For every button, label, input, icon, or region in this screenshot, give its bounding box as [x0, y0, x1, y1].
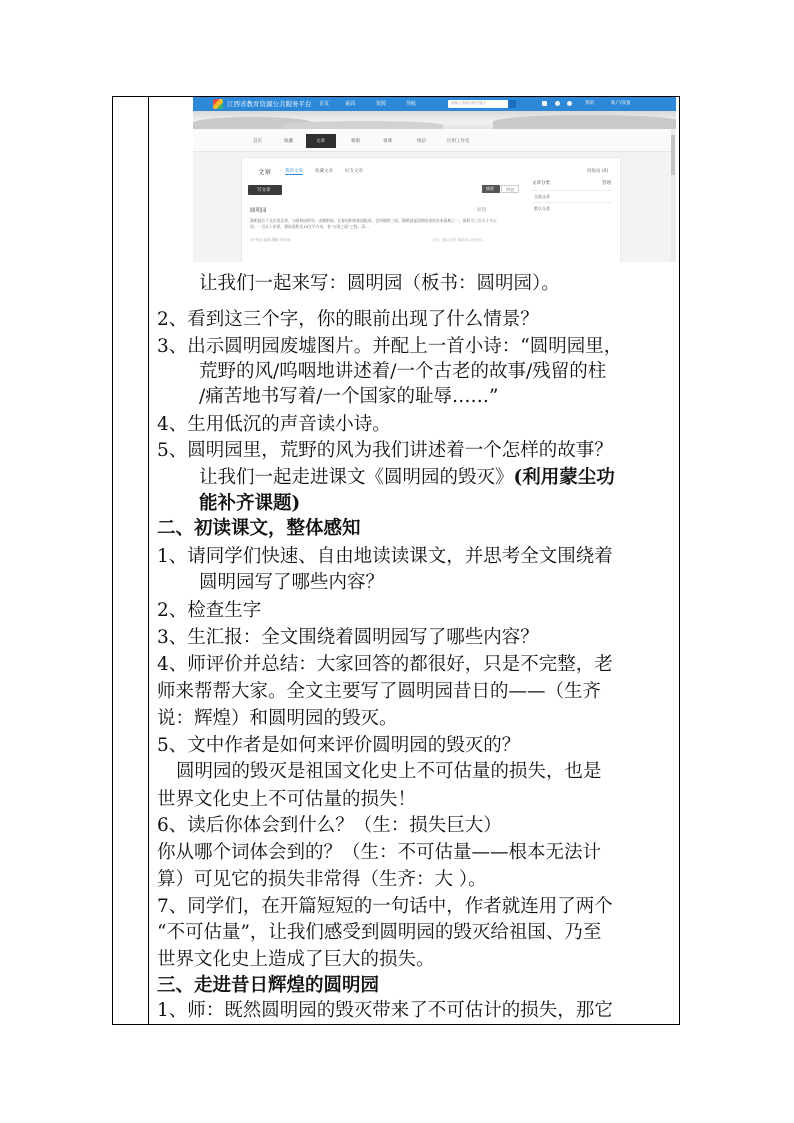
screenshot-write-button [248, 185, 282, 195]
screenshot-tab: 收藏 [284, 139, 293, 144]
screenshot-my-link: 我的 [585, 101, 594, 106]
table-border-right [679, 96, 680, 1025]
text-line: 圆明园的毁灭是祖国文化史上不可估量的损失，也是 [176, 761, 602, 782]
text-line: 世界文化史上造成了巨大的损失。 [157, 949, 435, 970]
user-icon [567, 101, 572, 106]
screenshot-banner [193, 111, 676, 129]
text-line: 7、同学们，在开篇短短的一句话中，作者就连用了两个 [157, 896, 613, 917]
screenshot-card-title: 文章 [258, 168, 271, 176]
text-line: 2、检查生字 [157, 600, 262, 621]
text-line: 世界文化史上不可估量的损失！ [157, 789, 417, 810]
text-line: 你从哪个词体会到的？（生：不可估量——根本无法计 [157, 842, 602, 863]
screenshot-nav-resources: 资源 [376, 101, 387, 107]
screenshot-category-title: 文章分类 [532, 181, 550, 186]
screenshot-subtab-mine: 我的文章 [285, 169, 303, 174]
screenshot-category-sidebar [532, 180, 612, 230]
screenshot-header-bar [193, 97, 676, 111]
mail-icon [542, 101, 547, 106]
text-line: 能补齐课题) [199, 493, 301, 514]
text-line-part: 让我们一起走进课文《圆明园的毁灭》 [199, 467, 514, 488]
screenshot-article-excerpt: 圆明园位于北京西北郊，与颐和园相邻，由圆明园、长春园和绮春园组成，也叫圆明三园。圆明园是清朝皇帝的皇家园林之一，面积为三百五十多公顷，一百五十余景，建筑面积达16万平方米，有“万园之园”之称。清… [250, 218, 497, 229]
section-heading: 二、初读课文，整体感知 [157, 518, 361, 539]
text-line: 1、师：既然圆明园的毁灭带来了不可估计的损失，那它 [157, 1000, 613, 1021]
text-line: /痛苦地书写着/一个国家的耻辱……” [199, 386, 499, 407]
text-line: 3、生汇报：全文围绕着圆明园写了哪些内容？ [157, 627, 539, 648]
text-line: 师来帮帮大家。全文主要写了圆明园昔日的——（生齐 [157, 681, 602, 702]
text-line-bold-part: (利用蒙尘功 [513, 467, 615, 488]
text-line: 荒野的风/呜咽地讲述着/一个古老的故事/残留的柱 [199, 361, 607, 382]
section-heading: 三、走进昔日辉煌的圆明园 [157, 975, 380, 996]
screenshot-tab-active [306, 134, 336, 148]
platform-logo-icon [213, 99, 223, 109]
screenshot-article-tag: 原创 [477, 208, 486, 213]
table-border-bottom [112, 1024, 680, 1025]
screenshot-subtab-fav: 收藏文章 [315, 169, 333, 174]
screenshot-article-stats: 分类：默认分类 阅读(0) 评论(0) [432, 238, 483, 242]
screenshot-search-input [448, 100, 508, 108]
screenshot-tab: 首页 [253, 139, 262, 144]
text-line: 说：辉煌）和圆明园的毁灭。 [157, 708, 398, 729]
screenshot-scrollbar [671, 129, 675, 262]
screenshot-nav-guide: 导航 [406, 101, 417, 107]
screenshot-category-manage: 管理 [602, 181, 611, 186]
table-border-left [112, 96, 113, 1025]
screenshot-view-summary [482, 185, 500, 193]
screenshot-article-title: 圆明园 [250, 208, 267, 214]
screenshot-category-item [532, 202, 612, 213]
screenshot-tab: 应用工作室 [447, 139, 470, 144]
text-line: 4、师评价并总结：大家回答的都很好，只是不完整，老 [157, 654, 613, 675]
text-line: 2、看到这三个字，你的眼前出现了什么情景？ [157, 309, 539, 330]
screenshot-view-list-label: 列表 [506, 187, 514, 192]
screenshot-nav-desktop: 桌面 [345, 101, 356, 107]
screenshot-category-item [532, 190, 612, 201]
text-line [199, 467, 615, 489]
text-line: “不可估量”，让我们感受到圆明园的毁灭给祖国、乃至 [157, 922, 602, 943]
text-line: 4、生用低沉的声音读小诗。 [157, 414, 391, 435]
screenshot-view-summary-label: 摘要 [486, 186, 494, 191]
text-line: 5、圆明园里，荒野的风为我们讲述着一个怎样的故事？ [157, 440, 613, 461]
screenshot-tab: 相册 [351, 139, 360, 144]
screenshot-recycle-bin: 回收站 (0) [587, 169, 609, 174]
screenshot-tab-active-label: 文章 [316, 139, 325, 144]
text-line: 6、读后你体会到什么？（生：损失巨大） [157, 815, 502, 836]
text-line: 算）可见它的损失非常得（生齐：大 ）。 [157, 869, 487, 890]
text-line: 让我们一起来写：圆明园（板书：圆明园）。 [199, 273, 560, 294]
screenshot-tab-bar [193, 129, 676, 152]
notice-icon [555, 101, 560, 106]
screenshot-search-placeholder: 请输入资源名称关键字 [451, 101, 486, 105]
screenshot-tab: 组信 [417, 139, 426, 144]
screenshot-write-label: 写文章 [257, 188, 271, 193]
text-line: 3、出示圆明园废墟图片。并配上一首小诗：“圆明园里， [157, 336, 623, 357]
screenshot-tab: 备课 [383, 139, 392, 144]
text-line: 5、文中作者是如何来评价圆明园的毁灭的？ [157, 735, 521, 756]
screenshot-account-link: 账户/设置 [611, 101, 631, 106]
screenshot-article-meta: 0分钟前 编辑 删除 推荐到 [250, 238, 291, 242]
screenshot-subtab-friends: 好友文章 [345, 169, 363, 174]
screenshot-search-icon [508, 100, 516, 108]
text-line: 1、请同学们快速、自由地读读课文，并思考全文围绕着 [157, 546, 613, 567]
screenshot-view-list [501, 185, 519, 193]
text-line: 圆明园写了哪些内容？ [199, 572, 385, 593]
screenshot-category-label: 全部文章 [534, 194, 550, 199]
screenshot-site-name: 江西省教育资源公共服务平台 [227, 100, 312, 108]
screenshot-category-label: 默认分类 [534, 206, 550, 211]
screenshot-nav-home: 首页 [319, 101, 330, 107]
table-column-divider [148, 96, 149, 1025]
screenshot-article-card [241, 157, 621, 262]
embedded-screenshot [193, 97, 676, 262]
